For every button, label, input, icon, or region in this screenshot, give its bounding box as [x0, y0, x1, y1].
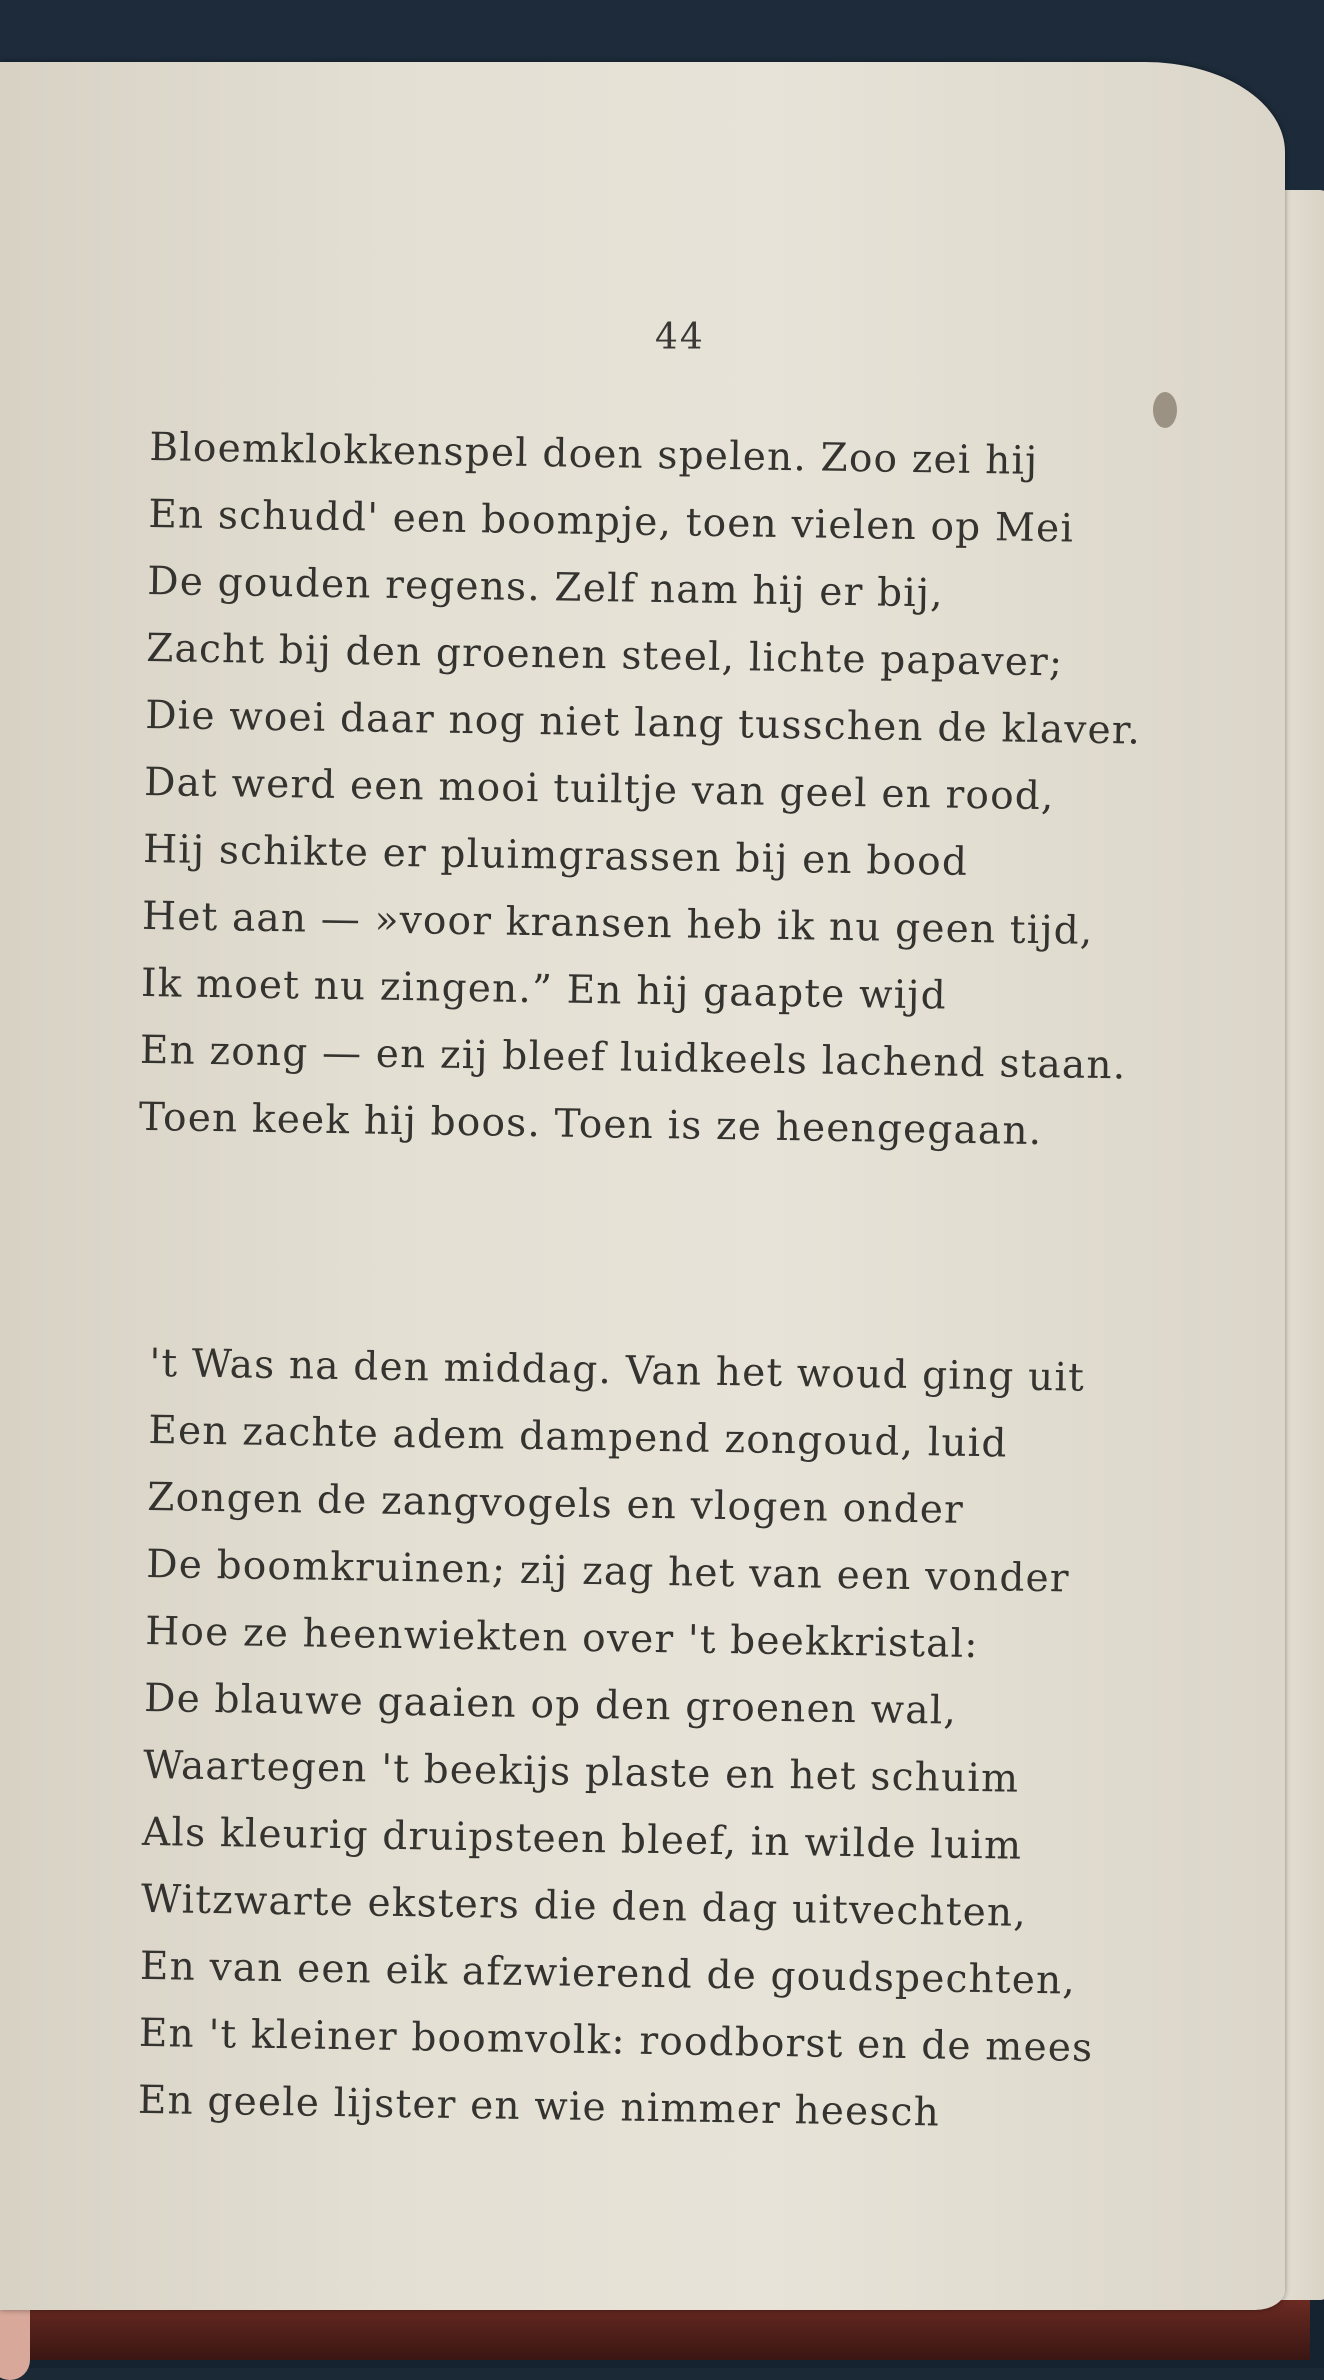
poem-line: En geele lijster en wie nimmer heesch — [137, 2077, 941, 2136]
poem-line: Hoe ze heenwiekten over 't beekkristal: — [144, 1608, 980, 1668]
poem-line: En schudd' een boompje, toen vielen op Mei — [148, 491, 1075, 552]
book-page — [0, 62, 1285, 2310]
poem-line: Ik moet nu zingen.” En hij gaapte wijd — [140, 960, 948, 1019]
poem-line: En van een eik afzwierend de goudspechten, — [139, 1943, 1077, 2004]
poem-line: Toen keek hij boos. Toen is ze heengegaan. — [138, 1094, 1043, 1155]
poem-line: En 't kleiner boomvolk: roodborst en de mees — [138, 2010, 1094, 2071]
poem-line: Zongen de zangvogels en vlogen onder — [147, 1474, 965, 1533]
poem-line: Dat werd een mooi tuiltje van geel en rood, — [143, 759, 1055, 820]
poem-line: Een zachte adem dampend zongoud, luid — [148, 1407, 1008, 1467]
stanza-1 — [138, 414, 1145, 1167]
poem-line: Als kleurig druipsteen bleef, in wilde luim — [141, 1809, 1023, 1869]
poem-line: 't Was na den middag. Van het woud ging uit — [149, 1340, 1086, 1401]
stanza-2 — [137, 1330, 1104, 2149]
poem-line: Waartegen 't beekijs plaste en het schuim — [142, 1742, 1020, 1802]
poem-line: Hij schikte er pluimgrassen bij en bood — [142, 826, 969, 885]
poem-line: De gouden regens. Zelf nam hij er bij, — [147, 558, 945, 617]
poem-line: Zacht bij den groenen steel, lichte papaver; — [145, 625, 1064, 686]
poem-line: De blauwe gaaien op den groenen wal, — [143, 1675, 958, 1734]
poem-line: En zong — en zij bleef luidkeels lachend staan. — [139, 1027, 1127, 1089]
poem-line: De boomkruinen; zij zag het van een vonder — [145, 1541, 1071, 1602]
poem-line: Witzwarte eksters die den dag uitvechten, — [140, 1876, 1028, 1936]
page-number: 44 — [655, 317, 705, 358]
poem-line: Het aan — »voor kransen heb ik nu geen tijd, — [141, 893, 1094, 954]
page-stain — [1153, 392, 1177, 428]
poem-line: Die woei daar nog niet lang tusschen de klaver. — [144, 692, 1142, 754]
poem-line: Bloemklokkenspel doen spelen. Zoo zei hij — [149, 424, 1039, 484]
